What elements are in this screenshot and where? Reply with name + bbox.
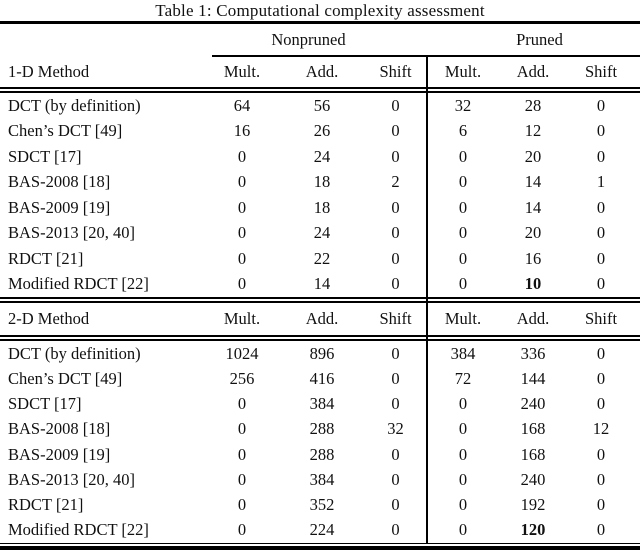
value-cell: 22 (313, 248, 331, 268)
method-cell: SDCT [17] (8, 394, 82, 414)
value-cell: 0 (458, 419, 468, 439)
method-cell: Chen’s DCT [49] (8, 121, 123, 141)
value-cell: 0 (391, 368, 400, 388)
column-header-add-nonpruned-2d: Add. (305, 309, 339, 328)
value-cell: 0 (237, 469, 247, 489)
value-cell: 0 (596, 197, 606, 217)
value-cell: 0 (458, 495, 468, 515)
table-row (0, 442, 640, 467)
method-cell: BAS-2009 [19] (8, 444, 111, 464)
value-cell: 384 (309, 469, 335, 489)
value-cell: 0 (596, 248, 606, 268)
value-cell: 24 (313, 223, 331, 243)
value-cell: 0 (458, 223, 468, 243)
table-row (0, 272, 640, 298)
table-body-1d (0, 93, 640, 297)
column-header-shift-pruned-2d: Shift (584, 309, 618, 328)
value-cell: 0 (596, 223, 606, 243)
value-cell: 0 (237, 172, 247, 192)
value-cell: 0 (458, 394, 468, 414)
method-cell: BAS-2008 [18] (8, 419, 111, 439)
value-cell: 0 (596, 469, 606, 489)
table-row (0, 221, 640, 247)
value-cell: 336 (520, 343, 546, 363)
value-cell: 26 (313, 121, 331, 141)
value-cell: 14 (524, 172, 542, 192)
table-row (0, 366, 640, 391)
value-cell: 1 (596, 172, 606, 192)
value-cell: 0 (596, 444, 606, 464)
value-cell: 0 (596, 121, 606, 141)
value-cell: 0 (458, 248, 468, 268)
value-cell: 384 (309, 394, 335, 414)
value-cell: 0 (391, 274, 400, 294)
column-header-add-nonpruned-1d: Add. (305, 62, 339, 81)
table-row (0, 170, 640, 196)
value-cell: 256 (229, 368, 255, 388)
method-cell: BAS-2013 [20, 40] (8, 469, 135, 489)
value-cell: 288 (309, 444, 335, 464)
value-cell: 0 (237, 223, 247, 243)
table-row (0, 467, 640, 492)
value-cell: 384 (450, 343, 476, 363)
value-cell: 12 (524, 121, 542, 141)
value-cell: 0 (458, 469, 468, 489)
value-cell: 0 (237, 146, 247, 166)
column-header-shift-pruned-1d: Shift (584, 62, 618, 81)
value-cell: 352 (309, 495, 335, 515)
value-cell: 240 (520, 469, 546, 489)
column-header-shift-nonpruned-2d: Shift (379, 309, 412, 328)
method-cell: RDCT [21] (8, 495, 84, 515)
table-row (0, 493, 640, 518)
value-cell: 144 (520, 368, 546, 388)
value-cell: 18 (313, 172, 331, 192)
value-cell: 0 (237, 495, 247, 515)
value-cell: 288 (309, 419, 335, 439)
value-cell: 0 (391, 469, 400, 489)
value-cell: 0 (458, 520, 468, 540)
value-cell: 0 (237, 197, 247, 217)
value-cell: 56 (313, 95, 331, 115)
table-row (0, 144, 640, 170)
value-cell: 0 (596, 394, 606, 414)
value-cell: 16 (233, 121, 251, 141)
value-cell: 0 (237, 419, 247, 439)
value-cell: 0 (458, 146, 468, 166)
value-cell: 0 (458, 172, 468, 192)
table-row (0, 246, 640, 272)
value-cell: 120 (520, 520, 546, 540)
bottom-rule (0, 543, 640, 550)
method-cell: Modified RDCT [22] (8, 274, 149, 294)
value-cell: 72 (454, 368, 472, 388)
value-cell: 0 (391, 121, 400, 141)
value-cell: 168 (520, 444, 546, 464)
column-separator-bar (426, 57, 428, 543)
column-header-mult-nonpruned-2d: Mult. (223, 309, 261, 328)
value-cell: 0 (237, 248, 247, 268)
value-cell: 14 (313, 274, 331, 294)
value-cell: 0 (237, 394, 247, 414)
column-header-row-1d (0, 57, 640, 87)
method-cell: DCT (by definition) (8, 95, 141, 115)
value-cell: 896 (309, 343, 335, 363)
value-cell: 0 (391, 223, 400, 243)
table-row (0, 392, 640, 417)
group-header-pruned: Pruned (516, 29, 563, 49)
value-cell: 0 (237, 520, 247, 540)
section-label-1d: 1-D Method (8, 62, 90, 81)
method-cell: Chen’s DCT [49] (8, 368, 123, 388)
column-header-mult-nonpruned-1d: Mult. (223, 62, 261, 81)
table-row (0, 93, 640, 119)
value-cell: 192 (520, 495, 546, 515)
value-cell: 0 (391, 394, 400, 414)
section-label-2d: 2-D Method (8, 309, 90, 328)
method-cell: BAS-2013 [20, 40] (8, 223, 135, 243)
column-header-row-2d (0, 303, 640, 335)
value-cell: 0 (596, 95, 606, 115)
value-cell: 0 (237, 274, 247, 294)
table-row (0, 195, 640, 221)
column-header-add-pruned-1d: Add. (516, 62, 550, 81)
method-cell: Modified RDCT [22] (8, 520, 149, 540)
table-body-2d (0, 341, 640, 543)
value-cell: 0 (391, 444, 400, 464)
value-cell: 18 (313, 197, 331, 217)
method-cell: BAS-2008 [18] (8, 172, 111, 192)
value-cell: 0 (391, 248, 400, 268)
value-cell: 14 (524, 197, 542, 217)
value-cell: 0 (391, 520, 400, 540)
group-header-row (0, 24, 640, 55)
method-cell: SDCT [17] (8, 146, 82, 166)
value-cell: 32 (454, 95, 472, 115)
value-cell: 0 (458, 197, 468, 217)
value-cell: 0 (458, 274, 468, 294)
value-cell: 0 (391, 197, 400, 217)
value-cell: 12 (592, 419, 610, 439)
value-cell: 0 (596, 520, 606, 540)
value-cell: 0 (596, 146, 606, 166)
value-cell: 64 (233, 95, 251, 115)
method-cell: RDCT [21] (8, 248, 84, 268)
column-header-add-pruned-2d: Add. (516, 309, 550, 328)
value-cell: 24 (313, 146, 331, 166)
method-cell: BAS-2009 [19] (8, 197, 111, 217)
value-cell: 20 (524, 223, 542, 243)
value-cell: 0 (596, 274, 606, 294)
value-cell: 0 (596, 495, 606, 515)
column-header-mult-pruned-2d: Mult. (444, 309, 482, 328)
value-cell: 1024 (225, 343, 259, 363)
column-header-mult-pruned-1d: Mult. (444, 62, 482, 81)
value-cell: 168 (520, 419, 546, 439)
value-cell: 32 (387, 419, 404, 439)
value-cell: 0 (391, 95, 400, 115)
table-caption: Table 1: Computational complexity assessment (155, 1, 485, 20)
value-cell: 0 (391, 146, 400, 166)
value-cell: 0 (596, 343, 606, 363)
value-cell: 2 (391, 172, 400, 192)
group-header-nonpruned: Nonpruned (271, 29, 346, 49)
value-cell: 0 (391, 495, 400, 515)
table-row (0, 417, 640, 442)
column-header-shift-nonpruned-1d: Shift (379, 62, 412, 81)
value-cell: 0 (458, 444, 468, 464)
value-cell: 0 (596, 368, 606, 388)
value-cell: 0 (237, 444, 247, 464)
table-row (0, 341, 640, 366)
value-cell: 0 (391, 343, 400, 363)
table-row (0, 518, 640, 543)
value-cell: 28 (524, 95, 542, 115)
value-cell: 10 (524, 274, 542, 294)
value-cell: 224 (309, 520, 335, 540)
value-cell: 20 (524, 146, 542, 166)
value-cell: 16 (524, 248, 542, 268)
method-cell: DCT (by definition) (8, 343, 141, 363)
value-cell: 416 (309, 368, 335, 388)
value-cell: 240 (520, 394, 546, 414)
value-cell: 6 (458, 121, 468, 141)
table-row (0, 119, 640, 145)
